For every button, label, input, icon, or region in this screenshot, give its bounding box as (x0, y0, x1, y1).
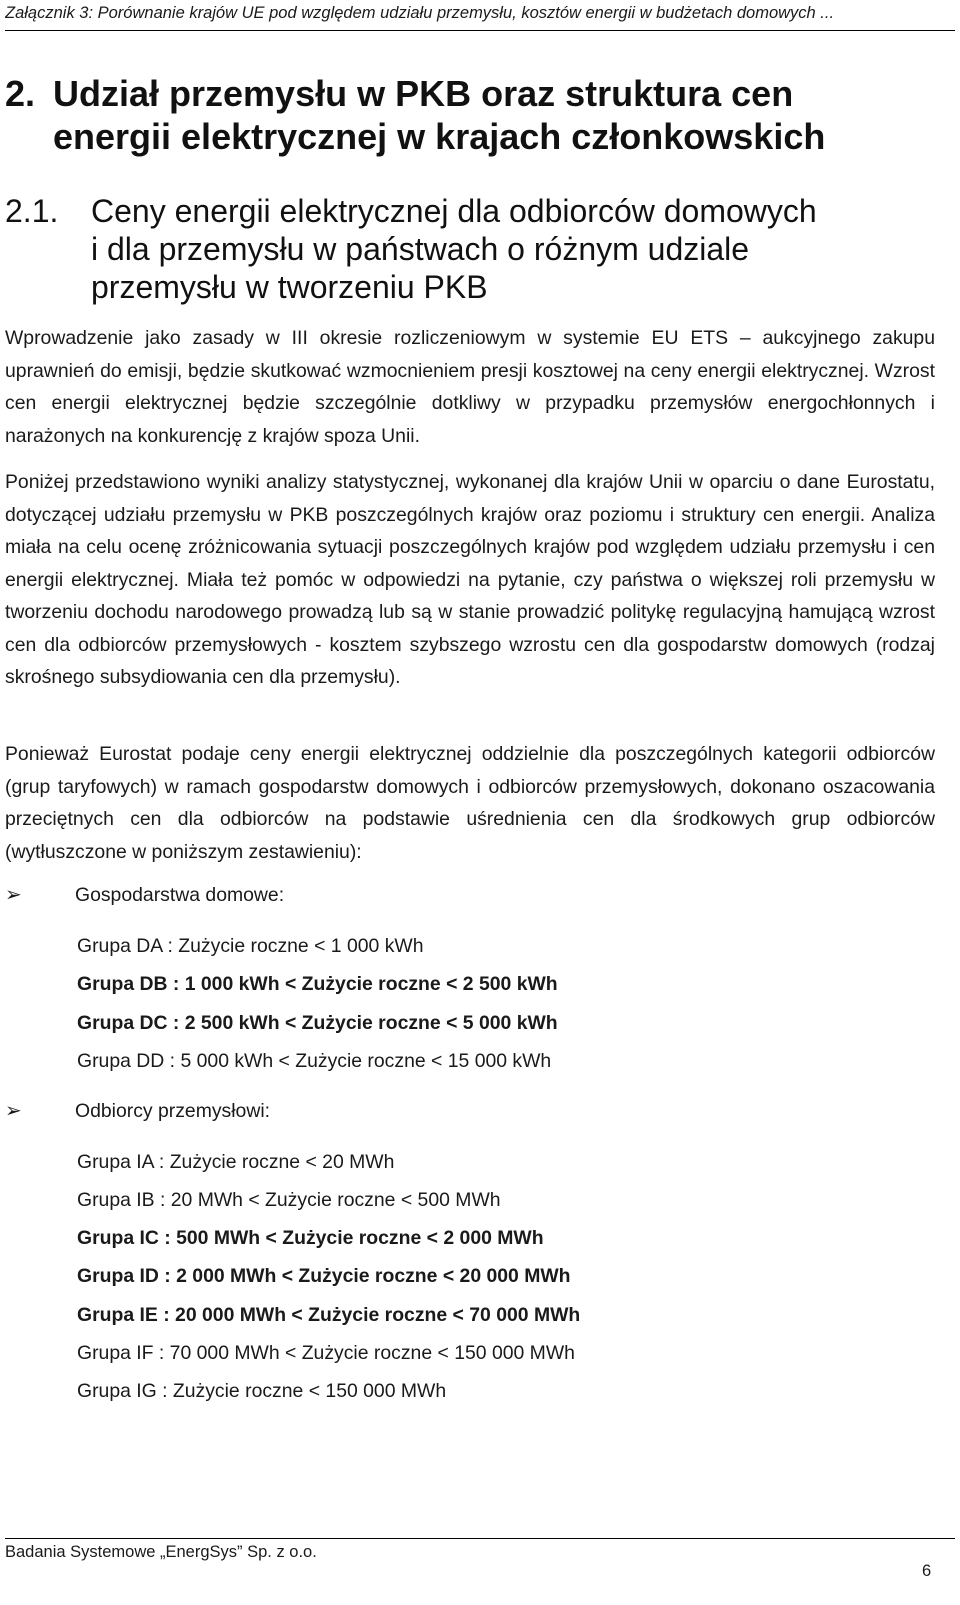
subsection-title-line1: Ceny energii elektrycznej dla odbiorców domowych (91, 193, 817, 229)
industry-group-ie: Grupa IE : 20 000 MWh < Zużycie roczne < 70 000 MWh (77, 1304, 581, 1326)
bullet-households (5, 881, 284, 909)
industry-group-ib: Grupa IB : 20 MWh < Zużycie roczne < 500 MWh (77, 1189, 501, 1211)
household-group-da: Grupa DA : Zużycie roczne < 1 000 kWh (77, 935, 424, 957)
footer-rule (5, 1538, 955, 1539)
industry-group-if: Grupa IF : 70 000 MWh < Zużycie roczne < 150 000 MWh (77, 1342, 575, 1364)
industry-label: Odbiorcy przemysłowi: (75, 1100, 271, 1122)
paragraph-eurostat: Ponieważ Eurostat podaje ceny energii elektrycznej oddzielnie dla poszczególnych kategorii odbiorców (grup taryfowych) w ramach gospodarstw domowych i odbiorców przemysłowych, dokonano oszacowania przeciętnych cen dla odbiorców na podstawie uśrednienia cen dla środkowych grup odbiorców (wytłuszczone w poniższym zestawieniu): (5, 743, 935, 863)
households-label: Gospodarstwa domowe: (75, 884, 285, 906)
header-rule (5, 30, 955, 31)
page-number: 6 (922, 1562, 932, 1580)
industry-group-ia: Grupa IA : Zużycie roczne < 20 MWh (77, 1151, 395, 1173)
industry-group-ig: Grupa IG : Zużycie roczne < 150 000 MWh (77, 1380, 447, 1402)
paragraph-ets: Wprowadzenie jako zasady w III okresie rozliczeniowym w systemie EU ETS – aukcyjnego zakupu uprawnień do emisji, będzie skutkować wzmocnieniem presji kosztowej na ceny energii elektrycznej. Wzrost cen energii elektrycznej będzie szczególnie dotkliwy w przypadku przemysłów energochłonnych i narażonych na konkurencję z krajów spoza Unii. (5, 327, 935, 447)
section-number: 2. (5, 73, 36, 114)
section-title-line2: energii elektrycznej w krajach członkowskich (53, 116, 826, 157)
section-title-line1: Udział przemysłu w PKB oraz struktura cen (53, 73, 794, 114)
arrow-bullet-icon: ➢ (5, 884, 22, 906)
industry-group-id: Grupa ID : 2 000 MWh < Zużycie roczne < 20 000 MWh (77, 1265, 571, 1287)
subsection-title-line3: przemysłu w tworzeniu PKB (91, 269, 488, 305)
footer-company: Badania Systemowe „EnergSys” Sp. z o.o. (5, 1543, 317, 1561)
bullet-industry (5, 1097, 270, 1125)
household-group-dd: Grupa DD : 5 000 kWh < Zużycie roczne < 15 000 kWh (77, 1050, 552, 1072)
paragraph-analysis: Poniżej przedstawiono wyniki analizy statystycznej, wykonanej dla krajów Unii w oparciu o dane Eurostatu, dotyczącej udziału przemysłu w PKB poszczególnych krajów oraz poziomu i struktury cen energii. Analiza miała na celu ocenę zróżnicowania sytuacji poszczególnych krajów pod względem udziału przemysłu i cen energii elektrycznej. Miała też pomóc w odpowiedzi na pytanie, czy państwa o większej roli przemysłu w tworzeniu dochodu narodowego prowadzą lub są w stanie prowadzić politykę regulacyjną hamującą wzrost cen dla odbiorców przemysłowych - kosztem szybszego wzrostu cen dla gospodarstw domowych (rodzaj skrośnego subsydiowania cen dla przemysłu). (5, 471, 935, 688)
subsection-heading (5, 192, 945, 306)
subsection-number: 2.1. (5, 193, 59, 229)
section-heading (5, 72, 945, 158)
household-group-dc: Grupa DC : 2 500 kWh < Zużycie roczne < 5 000 kWh (77, 1012, 558, 1034)
subsection-title-line2: i dla przemysłu w państwach o różnym udziale (91, 231, 750, 267)
running-header: Załącznik 3: Porównanie krajów UE pod względem udziału przemysłu, kosztów energii w budżetach domowych ... (5, 4, 835, 22)
household-group-db: Grupa DB : 1 000 kWh < Zużycie roczne < 2 500 kWh (77, 973, 558, 995)
arrow-bullet-icon: ➢ (5, 1100, 22, 1122)
industry-group-ic: Grupa IC : 500 MWh < Zużycie roczne < 2 000 MWh (77, 1227, 544, 1249)
